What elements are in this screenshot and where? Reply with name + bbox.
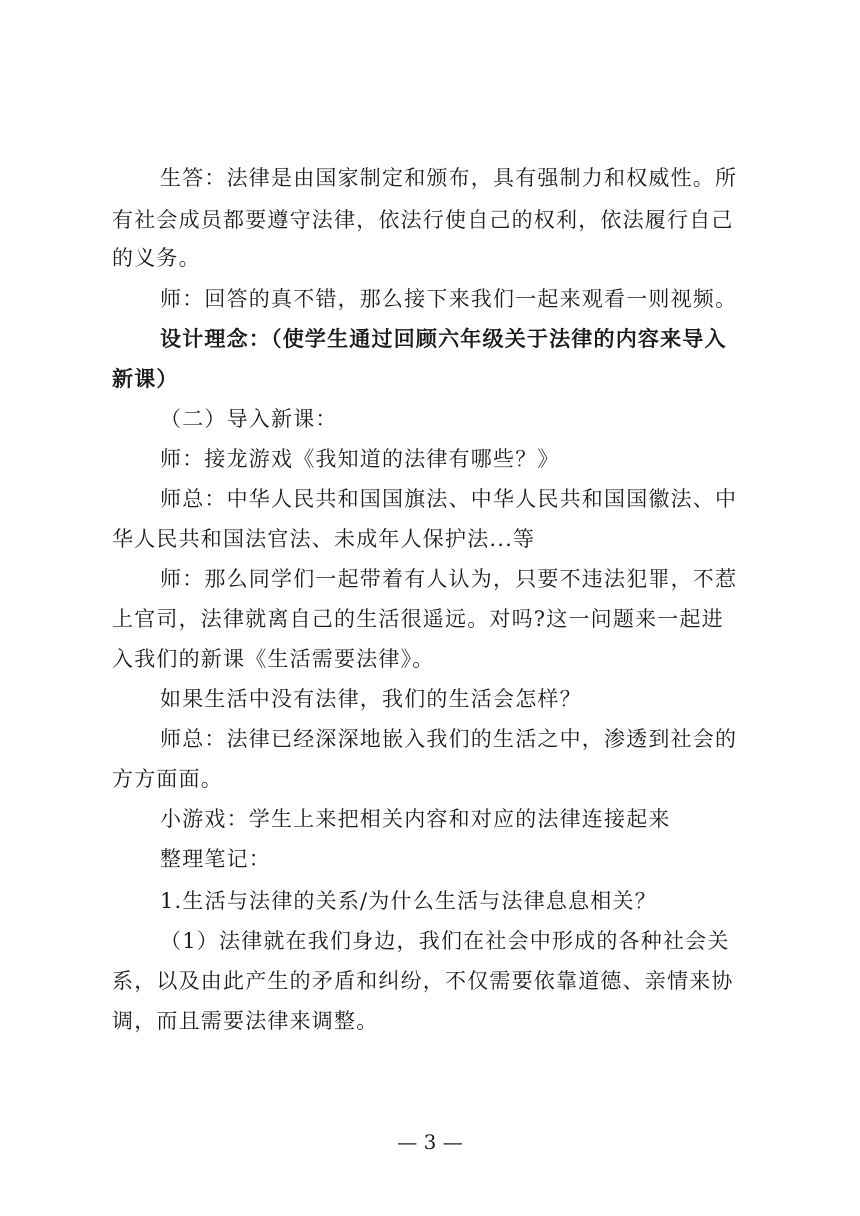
paragraph-line-4: 师：回答的真不错，那么接下来我们一起来观看一则视频。 xyxy=(160,287,738,311)
design-concept-line-1: 设计理念：（使学生通过回顾六年级关于法律的内容来导入 xyxy=(160,327,727,351)
design-concept-line-2: 新课） xyxy=(112,367,179,391)
paragraph-line-21: 系，以及由此产生的矛盾和纠纷，不仅需要依靠道德、亲情来协 xyxy=(112,969,734,993)
paragraph-line-20: （1）法律就在我们身边，我们在社会中形成的各种社会关 xyxy=(160,929,730,953)
paragraph-line-16: 方方面面。 xyxy=(112,767,223,791)
paragraph-line-2: 有社会成员都要遵守法律，依法行使自己的权利，依法履行自己 xyxy=(112,208,734,232)
section-heading: （二）导入新课： xyxy=(160,407,338,431)
paragraph-line-12: 上官司，法律就离自己的生活很遥远。对吗?这一问题来一起进 xyxy=(112,607,724,631)
paragraph-line-13: 入我们的新课《生活需要法律》。 xyxy=(112,647,435,671)
paragraph-line-19: 1.生活与法律的关系/为什么生活与法律息息相关？ xyxy=(160,889,657,913)
paragraph-line-18: 整理笔记： xyxy=(160,847,271,871)
paragraph-line-14: 如果生活中没有法律，我们的生活会怎样？ xyxy=(160,687,582,711)
paragraph-line-9: 师总：中华人民共和国国旗法、中华人民共和国国徽法、中 xyxy=(160,487,738,511)
paragraph-line-22: 调，而且需要法律来调整。 xyxy=(112,1009,379,1033)
paragraph-line-15: 师总：法律已经深深地嵌入我们的生活之中，渗透到社会的 xyxy=(160,727,738,751)
paragraph-line-1: 生答：法律是由国家制定和颁布，具有强制力和权威性。所 xyxy=(160,166,738,190)
paragraph-line-11: 师：那么同学们一起带着有人认为，只要不违法犯罪，不惹 xyxy=(160,567,738,591)
paragraph-line-3: 的义务。 xyxy=(112,246,201,270)
paragraph-line-8: 师：接龙游戏《我知道的法律有哪些？》 xyxy=(160,447,560,471)
paragraph-line-17: 小游戏：学生上来把相关内容和对应的法律连接起来 xyxy=(160,807,671,831)
paragraph-line-10: 华人民共和国法官法、未成年人保护法...等 xyxy=(112,527,536,551)
page-number: — 3 — xyxy=(397,1130,463,1154)
